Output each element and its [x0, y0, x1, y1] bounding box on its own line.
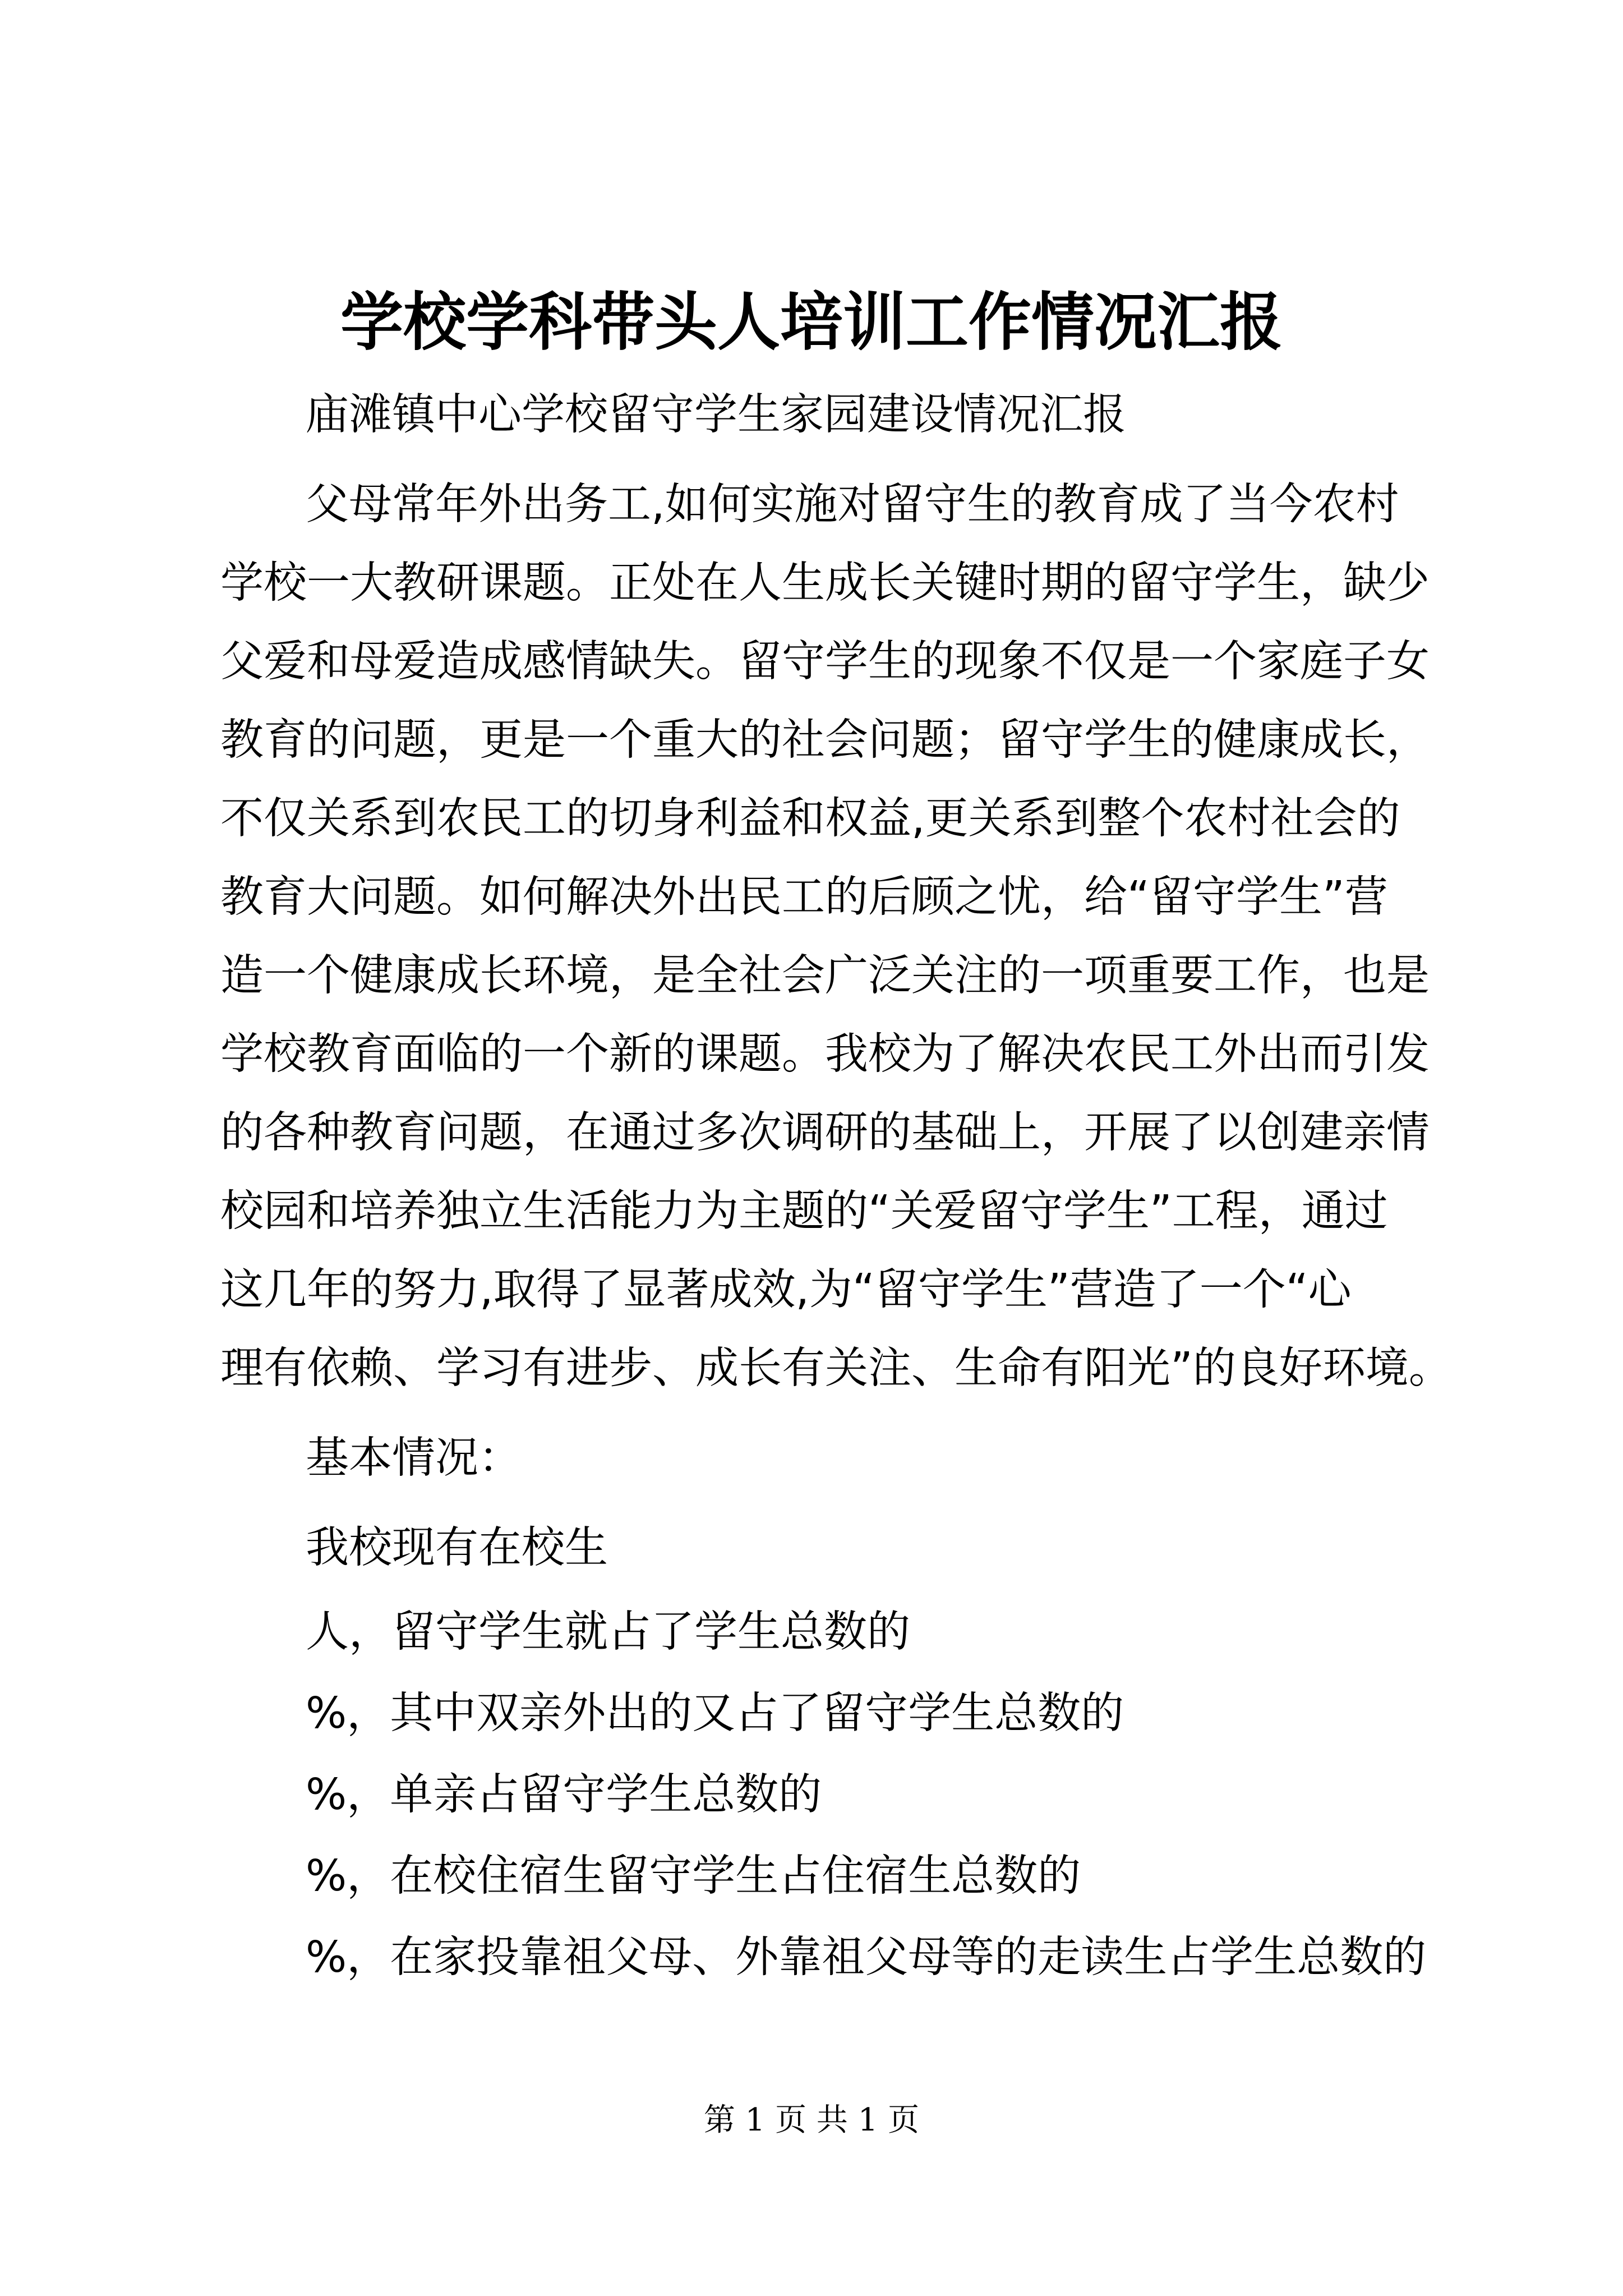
paragraph-line: 教育大问题。如何解决外出民工的后顾之忧，给“留守学生”营: [220, 872, 1388, 922]
section-heading: 基本情况：: [306, 1433, 522, 1483]
stats-line: 人，留守学生就占了学生总数的: [306, 1607, 910, 1657]
paragraph-line: 不仅关系到农民工的切身利益和权益,更关系到整个农村社会的: [220, 794, 1400, 844]
page-number: 第 1 页 共 1 页: [703, 2102, 920, 2138]
document-subtitle: 庙滩镇中心学校留守学生家园建设情况汇报: [306, 390, 1126, 440]
paragraph-line: 教育的问题，更是一个重大的社会问题；留守学生的健康成长，: [220, 715, 1430, 765]
paragraph-line: 学校教育面临的一个新的课题。我校为了解决农民工外出而引发: [220, 1029, 1430, 1079]
paragraph-line: 校园和培养独立生活能力为主题的“关爱留守学生”工程，通过: [220, 1186, 1388, 1236]
stats-line: %，单亲占留守学生总数的: [306, 1770, 822, 1820]
paragraph-line: 这几年的努力,取得了显著成效,为“留守学生”营造了一个“心: [220, 1265, 1352, 1315]
stats-line: %，其中双亲外出的又占了留守学生总数的: [306, 1688, 1124, 1738]
stats-line: %，在家投靠祖父母、外靠祖父母等的走读生占学生总数的: [306, 1932, 1427, 1982]
paragraph-line: 造一个健康成长环境，是全社会广泛关注的一项重要工作，也是: [220, 951, 1430, 1001]
stats-line: %，在校住宿生留守学生占住宿生总数的: [306, 1851, 1081, 1901]
paragraph-line: 父母常年外出务工,如何实施对留守生的教育成了当今农村: [306, 480, 1399, 530]
document-title: 学校学科带头人培训工作情况汇报: [340, 286, 1283, 359]
paragraph-line: 理有依赖、学习有进步、成长有关注、生命有阳光”的良好环境。: [220, 1343, 1452, 1393]
paragraph-line: 的各种教育问题，在通过多次调研的基础上，开展了以创建亲情: [220, 1108, 1430, 1158]
stats-line: 我校现有在校生: [306, 1523, 608, 1573]
paragraph-line: 父爱和母爱造成感情缺失。留守学生的现象不仅是一个家庭子女: [220, 637, 1430, 687]
paragraph-line: 学校一大教研课题。正处在人生成长关键时期的留守学生，缺少: [220, 558, 1430, 608]
